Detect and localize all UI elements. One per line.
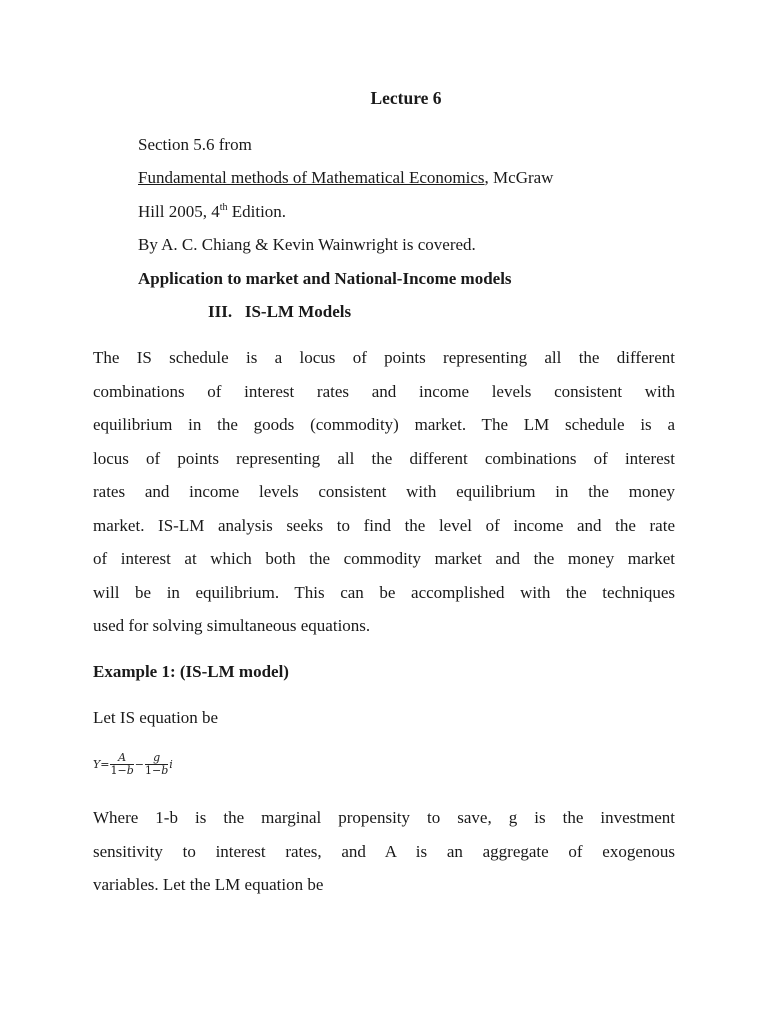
propensity-paragraph — [93, 801, 675, 902]
book-title: Fundamental methods of Mathematical Economics — [138, 168, 485, 187]
book-publisher-part-a: , McGraw — [484, 168, 554, 187]
page-title: Lecture 6 — [370, 88, 442, 108]
paragraph-line: of interest at which both the commodity market and the money market — [93, 549, 675, 568]
edition-superscript: th — [219, 202, 228, 213]
application-heading: Application to market and National-Income models — [138, 269, 512, 288]
book-reference-line-2 — [138, 202, 286, 222]
example-heading: Example 1: (IS-LM model) — [93, 662, 289, 681]
fraction-1-numerator: A — [110, 752, 133, 765]
paragraph-line: The IS schedule is a locus of points representing all the different — [93, 348, 675, 367]
book-reference-line-1 — [138, 168, 553, 188]
paragraph-line: locus of points representing all the different combinations of interest — [93, 448, 675, 468]
paragraph-line: market. IS-LM analysis seeks to find the level of income and the rate — [93, 515, 675, 535]
authors-line: By A. C. Chiang & Kevin Wainwright is covered. — [138, 235, 476, 254]
paragraph-line: sensitivity to interest rates, and A is an aggregate of exogenous — [93, 841, 675, 861]
subsection-heading — [208, 302, 351, 322]
paragraph-line: combinations of interest rates and income levels consistent with — [93, 381, 675, 401]
subsection-title: IS-LM Models — [244, 302, 352, 321]
is-lm-description-paragraph — [93, 341, 675, 643]
section-reference: Section 5.6 from — [138, 135, 252, 154]
paragraph-line: rates and income levels consistent with equilibrium in the money — [93, 482, 675, 501]
subsection-number: III. — [208, 302, 233, 321]
equation-fraction-1 — [110, 752, 133, 777]
edition-text: Edition. — [227, 202, 287, 221]
equation-lhs: Y — [93, 758, 101, 771]
fraction-2-denominator: 1−b — [144, 764, 169, 777]
fraction-2-numerator: g — [145, 752, 168, 765]
is-equation-intro: Let IS equation be — [93, 708, 219, 727]
equation-equals: = — [100, 758, 110, 771]
equation-interest-variable: i — [169, 758, 173, 771]
equation-minus: − — [134, 758, 144, 771]
paragraph-line: Where 1-b is the marginal propensity to save, g is the investment — [93, 808, 675, 827]
fraction-1-denominator: 1−b — [110, 764, 134, 777]
paragraph-line: used for solving simultaneous equations. — [93, 616, 371, 635]
paragraph-line: will be in equilibrium. This can be accomplished with the techniques — [93, 582, 675, 602]
paragraph-line: equilibrium in the goods (commodity) market. The LM schedule is a — [93, 415, 675, 434]
is-equation — [93, 752, 173, 777]
book-publisher-part-b: Hill 2005, 4 — [138, 202, 220, 221]
equation-fraction-2 — [145, 752, 168, 777]
paragraph-line: variables. Let the LM equation be — [93, 875, 324, 894]
